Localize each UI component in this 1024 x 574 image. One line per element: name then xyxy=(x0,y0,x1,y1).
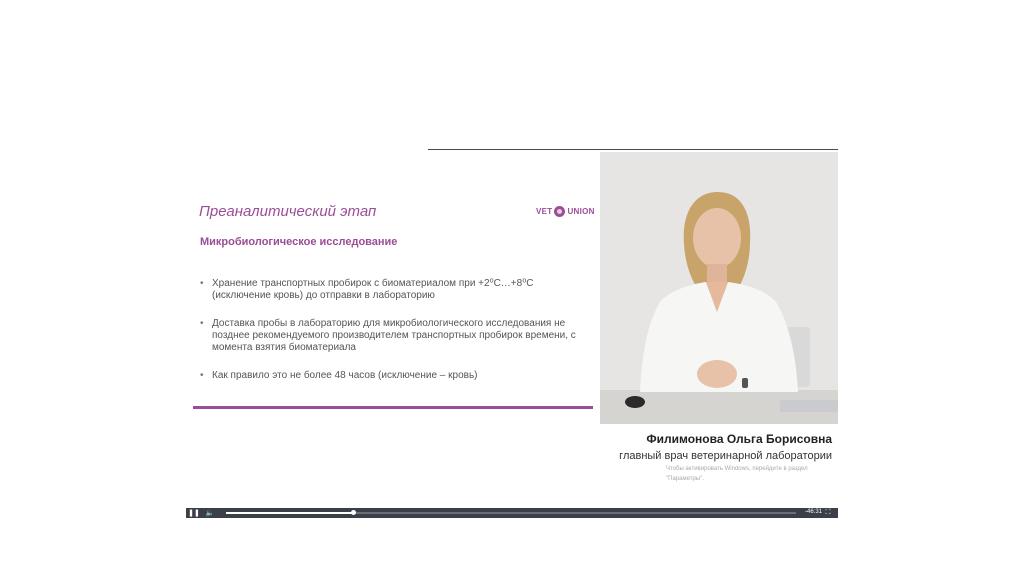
speaker-role: главный врач ветеринарной лаборатории xyxy=(619,450,832,462)
bullet-item: • Хранение транспортных пробирок с биоматериалом при +2⁰С…+8⁰С (исключение кровь) до отправки в лабораторию xyxy=(200,278,595,302)
fullscreen-button[interactable] xyxy=(820,508,836,518)
speaker-name: Филимонова Ольга Борисовна xyxy=(646,432,832,446)
speaker-video-frame xyxy=(600,152,838,424)
bullet-list xyxy=(200,278,595,398)
volume-button[interactable] xyxy=(202,508,218,518)
fullscreen-icon: ⛶ xyxy=(825,509,831,516)
progress-bar[interactable] xyxy=(226,512,796,514)
logo-text-left: VET xyxy=(536,206,553,216)
speaker-caption xyxy=(600,424,838,508)
slide-title: Преаналитический этап xyxy=(199,203,377,220)
play-pause-button[interactable] xyxy=(186,508,202,518)
speaker-icon: 🔈 xyxy=(205,510,215,517)
slide-divider xyxy=(193,406,593,409)
bullet-item: • Доставка пробы в лабораторию для микробиологического исследования не позднее рекомендуемого производителем транспортных пробирок времени, с момента взятия биоматериала xyxy=(200,318,595,354)
bullet-item: • Как правило это не более 48 часов (исключение – кровь) xyxy=(200,370,595,382)
presentation-slide xyxy=(186,152,600,508)
progress-handle[interactable] xyxy=(351,510,356,515)
slide-subtitle: Микробиологическое исследование xyxy=(200,236,398,248)
progress-fill xyxy=(226,512,353,514)
top-divider xyxy=(428,149,838,150)
speaker-video xyxy=(600,152,838,424)
pause-icon: ❚❚ xyxy=(188,510,200,517)
vet-union-logo xyxy=(536,204,595,218)
time-remaining: -46:31 xyxy=(804,509,822,515)
video-player[interactable] xyxy=(186,152,838,518)
logo-text-right: UNION xyxy=(567,206,595,216)
player-controls xyxy=(186,508,838,518)
logo-mark-icon xyxy=(554,206,565,217)
windows-activation-watermark: Чтобы активировать Windows, перейдите в раздел "Параметры". xyxy=(666,466,808,482)
